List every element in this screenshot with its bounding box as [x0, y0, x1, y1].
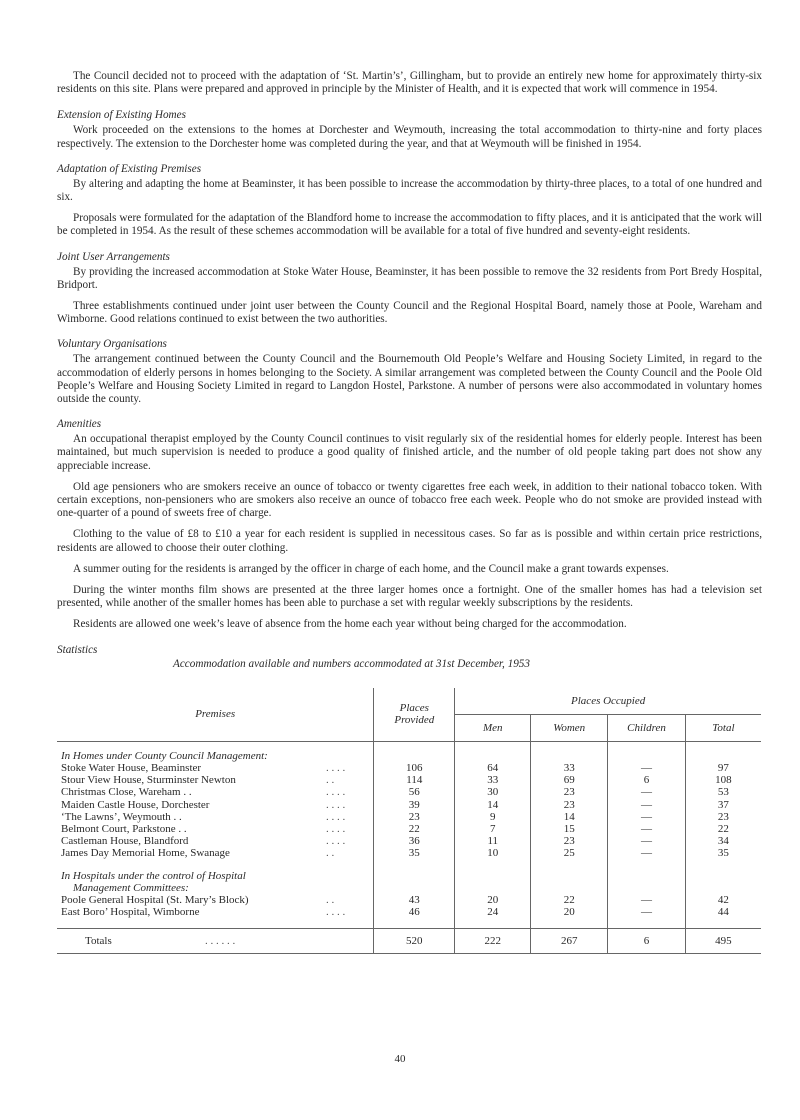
cell-children: —	[608, 762, 686, 774]
cell-men: 9	[455, 811, 531, 823]
leader-dots: . . . .	[326, 835, 346, 848]
header-total: Total	[685, 714, 761, 741]
leader-dots: . . . .	[326, 810, 346, 823]
row-premises: ‘The Lawns’, Weymouth . .	[61, 810, 182, 823]
cell-women: 23	[531, 799, 608, 811]
section-heading: Amenities	[57, 418, 102, 431]
section-heading: Joint User Arrangements	[57, 250, 170, 263]
section-paragraph: Three establishments continued under joint user between the County Council and the Regional Hospital Board, namely those at Poole, Wareham and Wimborne. Good relations continued to exist between the two authorities.	[57, 300, 762, 326]
header-children: Children	[608, 714, 686, 741]
cell-total: 97	[685, 762, 761, 774]
header-women: Women	[531, 714, 608, 741]
cell-children: —	[608, 786, 686, 798]
accommodation-table	[57, 688, 761, 955]
cell-children: —	[608, 823, 686, 835]
cell-children: —	[608, 835, 686, 847]
cell-children: —	[608, 894, 686, 906]
total-total: 495	[685, 929, 761, 954]
cell-provided: 43	[374, 894, 455, 906]
cell-women: 14	[531, 811, 608, 823]
cell-provided: 56	[374, 786, 455, 798]
section-amenities	[57, 418, 762, 631]
leader-dots: . .	[326, 847, 335, 860]
cell-men: 7	[455, 823, 531, 835]
group-title: In Homes under County Council Management:	[61, 749, 268, 762]
section-paragraph: Old age pensioners who are smokers receive an ounce of tobacco or twenty cigarettes free each week, in addition to their national tobacco token. With certain exceptions, non-pensioners who are smokers also receive an ounce of tobacco free each week. People who do not smoke are provided instead with one-quarter of a pound of sweets free of charge.	[57, 480, 762, 520]
leader-dots: . . . . . .	[205, 935, 236, 948]
section-paragraph: A summer outing for the residents is arranged by the officer in charge of each home, and the Council make a grant towards expenses.	[73, 562, 669, 575]
table-row	[57, 811, 761, 823]
total-children: 6	[608, 929, 686, 954]
section-paragraph: By providing the increased accommodation at Stoke Water House, Beaminster, it has been possible to remove the 32 residents from Port Bredy Hospital, Bridport.	[57, 265, 762, 291]
cell-total: 42	[685, 894, 761, 906]
row-premises: Stour View House, Sturminster Newton	[61, 774, 236, 787]
cell-women: 33	[531, 762, 608, 774]
cell-children: —	[608, 799, 686, 811]
total-provided: 520	[374, 929, 455, 954]
section-paragraph: An occupational therapist employed by the County Council continues to visit regularly six of the residential homes for elderly people. Interest has been maintained, but much supervision is needed to produce a good quality of finished article, and the number of old people taking part does not show any appreciable increase.	[57, 433, 762, 472]
group-title: In Hospitals under the control of Hospital	[61, 869, 246, 882]
cell-children: —	[608, 847, 686, 859]
section-paragraph: By altering and adapting the home at Beaminster, it has been possible to increase the accommodation by thirty-three places, to a total of one hundred and six.	[57, 177, 762, 204]
cell-total: 34	[685, 835, 761, 847]
cell-men: 33	[455, 774, 531, 786]
intro-paragraph: The Council decided not to proceed with the adaptation of ‘St. Martin’s’, Gillingham, but to provide an entirely new home for approximately thirty-six residents on this site. Plans were prepared and approved in principle by the Minister of Health, and it is expected that work will commence in 1954.	[57, 70, 762, 96]
cell-total: 44	[685, 906, 761, 918]
cell-provided: 114	[374, 774, 455, 786]
row-premises: Stoke Water House, Beaminster	[61, 761, 202, 774]
section-paragraph: Proposals were formulated for the adaptation of the Blandford home to increase the accommodation to fifty places, and it is anticipated that the work will be completed in 1954. As the result of these schemes accommodation will be available for a total of five hundred and seventy-eight residents.	[57, 212, 762, 238]
cell-provided: 39	[374, 799, 455, 811]
row-premises: East Boro’ Hospital, Wimborne	[61, 906, 200, 919]
cell-men: 64	[455, 762, 531, 774]
header-premises: Premises	[57, 688, 374, 742]
section-paragraph: Work proceeded on the extensions to the homes at Dorchester and Weymouth, increasing the total accommodation to thirty-nine and forty places respectively. The extension to the Dorchester home was completed during the year, and that at Weymouth will be finished in 1954.	[57, 124, 762, 150]
cell-women: 22	[531, 894, 608, 906]
leader-dots: . .	[326, 893, 335, 906]
table-row	[57, 823, 761, 835]
section-voluntary	[57, 338, 762, 406]
cell-provided: 35	[374, 847, 455, 859]
row-premises: Belmont Court, Parkstone . .	[61, 822, 187, 835]
section-paragraph: During the winter months film shows are presented at the three larger homes once a fortnight. One of the smaller homes has had a television set presented, while another of the smaller homes has been able to purchase a set with regular weekly subscriptions by the residents.	[57, 584, 762, 610]
cell-women: 69	[531, 774, 608, 786]
cell-provided: 23	[374, 811, 455, 823]
cell-total: 22	[685, 823, 761, 835]
leader-dots: . . . .	[326, 761, 346, 774]
cell-children: 6	[608, 774, 686, 786]
cell-children: —	[608, 906, 686, 918]
cell-total: 37	[685, 799, 761, 811]
cell-men: 30	[455, 786, 531, 798]
table-row	[57, 762, 761, 774]
section-extension	[57, 109, 762, 150]
leader-dots: . . . .	[326, 822, 346, 835]
document-page	[57, 70, 762, 954]
section-heading: Adaptation of Existing Premises	[57, 162, 202, 175]
totals-label: Totals	[85, 935, 112, 948]
cell-children: —	[608, 811, 686, 823]
page-number: 40	[394, 1053, 406, 1065]
section-paragraph: Clothing to the value of £8 to £10 a year for each resident is supplied in necessitous cases. So far as is possible and within certain price restrictions, residents are allowed to choose their outer clothing.	[57, 528, 762, 554]
table-row	[57, 847, 761, 859]
cell-men: 20	[455, 894, 531, 906]
leader-dots: . . . .	[326, 906, 346, 919]
section-heading: Extension of Existing Homes	[57, 109, 186, 122]
cell-men: 10	[455, 847, 531, 859]
cell-women: 15	[531, 823, 608, 835]
section-paragraph: Residents are allowed one week’s leave of absence from the home each year without being charged for the accommodation.	[73, 618, 627, 631]
leader-dots: . . . .	[326, 786, 346, 799]
leader-dots: . . . .	[326, 798, 346, 811]
table-row	[57, 774, 761, 786]
table-row	[57, 799, 761, 811]
cell-women: 25	[531, 847, 608, 859]
cell-women: 23	[531, 835, 608, 847]
cell-women: 20	[531, 906, 608, 918]
cell-women: 23	[531, 786, 608, 798]
cell-men: 11	[455, 835, 531, 847]
cell-provided: 106	[374, 762, 455, 774]
table-row	[57, 835, 761, 847]
cell-provided: 22	[374, 823, 455, 835]
cell-total: 108	[685, 774, 761, 786]
cell-men: 14	[455, 799, 531, 811]
cell-total: 23	[685, 811, 761, 823]
row-premises: Castleman House, Blandford	[61, 835, 189, 848]
cell-provided: 46	[374, 906, 455, 918]
header-places-occupied: Places Occupied	[455, 688, 761, 715]
header-men: Men	[455, 714, 531, 741]
row-premises: Poole General Hospital (St. Mary’s Block)	[61, 893, 249, 906]
table-caption: Accommodation available and numbers accommodated at 31st December, 1953	[173, 657, 530, 670]
cell-total: 35	[685, 847, 761, 859]
row-premises: Christmas Close, Wareham . .	[61, 786, 192, 799]
table-row	[57, 906, 761, 918]
statistics-heading: Statistics	[57, 643, 98, 656]
totals-row	[57, 929, 761, 954]
table-row	[57, 786, 761, 798]
cell-men: 24	[455, 906, 531, 918]
total-women: 267	[531, 929, 608, 954]
row-premises: James Day Memorial Home, Swanage	[61, 847, 230, 860]
section-paragraph: The arrangement continued between the County Council and the Bournemouth Old People’s Welfare and Housing Society Limited, in regard to the accommodation of elderly persons in homes belonging to the Society. A similar arrangement was completed between the County Council and the Poole Old People’s Welfare and Housing Society Limited in regard to Langdon Hostel, Parkstone. A number of persons were also accommodated in voluntary homes outside the county.	[57, 353, 762, 406]
section-heading: Voluntary Organisations	[57, 338, 167, 351]
section-adaptation	[57, 163, 762, 239]
cell-provided: 36	[374, 835, 455, 847]
table-row	[57, 894, 761, 906]
leader-dots: . .	[326, 774, 335, 787]
section-joint-user	[57, 251, 762, 327]
row-premises: Maiden Castle House, Dorchester	[61, 798, 210, 811]
group-title: Management Committees:	[73, 881, 189, 894]
cell-total: 53	[685, 786, 761, 798]
total-men: 222	[455, 929, 531, 954]
header-places-provided: Places Provided	[374, 688, 455, 742]
